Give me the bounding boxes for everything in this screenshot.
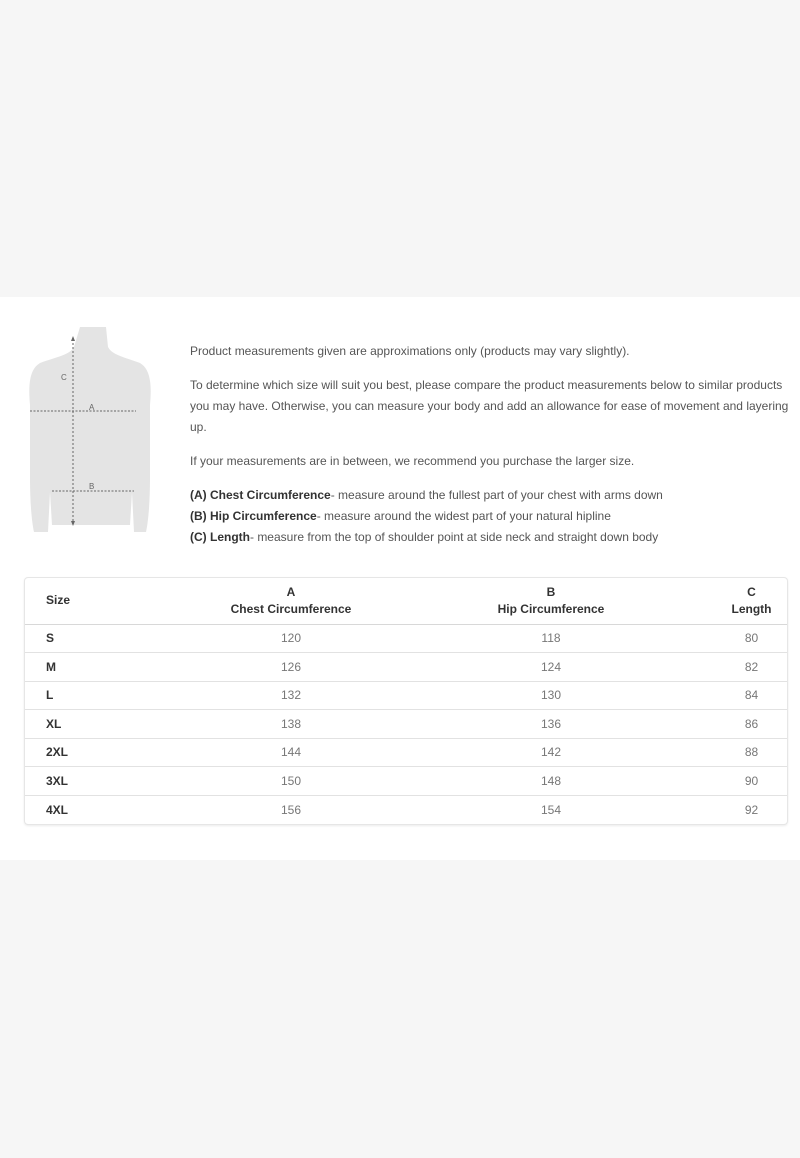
length-cell: 88 <box>716 738 787 767</box>
table-row <box>25 795 787 824</box>
chest-cell: 132 <box>196 681 386 710</box>
size-cell: 3XL <box>25 767 196 796</box>
length-cell: 84 <box>716 681 787 710</box>
table-row <box>25 653 787 682</box>
body-measurement-figure <box>20 327 160 532</box>
length-cell: 92 <box>744 802 759 817</box>
hip-cell: 118 <box>386 624 716 653</box>
table-row <box>25 738 787 767</box>
figure-label-a: A <box>89 403 95 412</box>
header-hip: B Hip Circumference <box>386 578 716 624</box>
definition-chest: (A) Chest Circumference- measure around the fullest part of your chest with arms down <box>190 488 663 502</box>
header-length: C Length <box>716 578 787 624</box>
chest-cell: 150 <box>196 767 386 796</box>
table-header-row <box>25 578 787 624</box>
chest-cell: 138 <box>196 710 386 739</box>
size-table-card <box>24 577 788 825</box>
hip-cell: 148 <box>386 767 716 796</box>
size-cell: S <box>25 624 196 653</box>
chest-cell: 120 <box>196 624 386 653</box>
size-cell: L <box>25 681 196 710</box>
definition-hip: (B) Hip Circumference- measure around the widest part of your natural hipline <box>190 509 611 523</box>
size-guide-panel <box>0 297 800 860</box>
intro-approximation-note: Product measurements given are approximations only (products may vary slightly). <box>190 344 630 358</box>
table-row <box>25 681 787 710</box>
length-cell: 80 <box>716 624 787 653</box>
chest-cell: 156 <box>280 802 302 817</box>
hip-cell: 130 <box>386 681 716 710</box>
table-row <box>25 710 787 739</box>
hip-cell: 124 <box>386 653 716 682</box>
chest-cell: 144 <box>196 738 386 767</box>
length-cell: 82 <box>716 653 787 682</box>
header-chest: A Chest Circumference <box>196 578 386 624</box>
header-size: Size <box>25 578 196 624</box>
intro-in-between-note: If your measurements are in between, we recommend you purchase the larger size. <box>190 454 635 468</box>
definition-length: (C) Length- measure from the top of shoulder point at side neck and straight down body <box>190 530 659 544</box>
size-cell: 2XL <box>25 738 196 767</box>
size-cell: XL <box>25 710 196 739</box>
table-row <box>25 624 787 653</box>
hip-cell: 142 <box>386 738 716 767</box>
hip-cell: 136 <box>386 710 716 739</box>
measurement-instructions <box>190 341 790 548</box>
figure-label-b: B <box>89 482 95 491</box>
body-silhouette-icon <box>20 327 160 532</box>
size-cell: 4XL <box>46 802 69 817</box>
figure-label-c: C <box>61 373 67 382</box>
measurement-definitions <box>190 485 790 548</box>
size-cell: M <box>25 653 196 682</box>
intro-comparison-note: To determine which size will suit you best, please compare the product measurements below to similar products you may have. Otherwise, you can measure your body and add an allowance for ease of movement and layering up. <box>190 378 789 434</box>
hip-cell: 154 <box>540 802 562 817</box>
length-cell: 90 <box>716 767 787 796</box>
table-row <box>25 767 787 796</box>
length-cell: 86 <box>716 710 787 739</box>
chest-cell: 126 <box>196 653 386 682</box>
size-chart-table <box>25 578 787 824</box>
